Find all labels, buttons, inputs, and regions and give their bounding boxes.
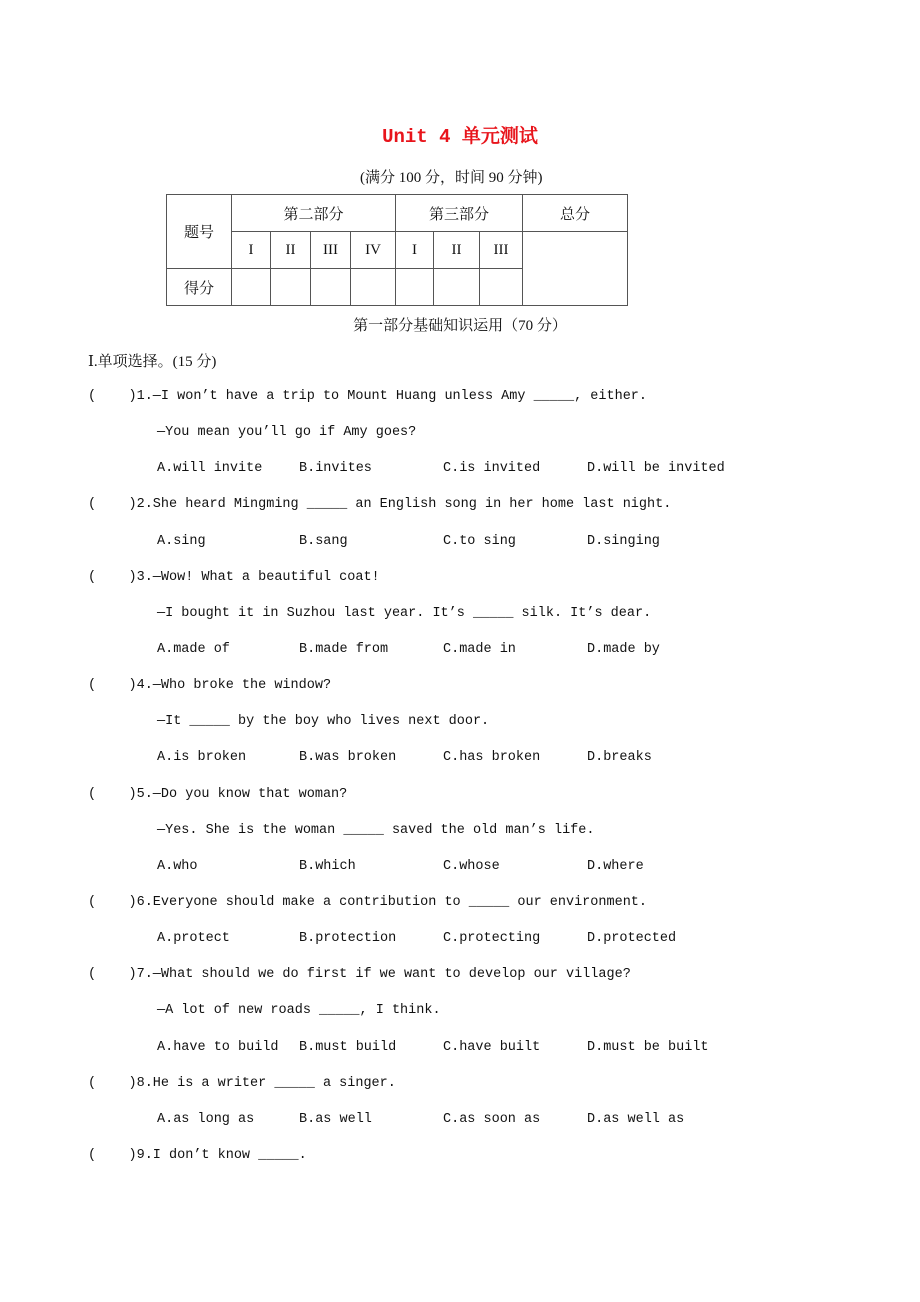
option[interactable]: A.is broken bbox=[157, 750, 247, 766]
option[interactable]: D.breaks bbox=[587, 750, 652, 766]
col-header: III bbox=[480, 232, 523, 269]
answer-blank[interactable]: ( ) bbox=[88, 967, 137, 983]
question-stem: 3.—Wow! What a beautiful coat! bbox=[136, 569, 380, 585]
option[interactable]: C.protecting bbox=[443, 931, 541, 947]
options-row bbox=[88, 747, 868, 783]
question-stem: 5.—Do you know that woman? bbox=[136, 786, 348, 802]
options-row bbox=[88, 1037, 868, 1073]
col-header: III bbox=[311, 232, 351, 269]
option[interactable]: A.will invite bbox=[157, 461, 263, 477]
options-row bbox=[88, 531, 868, 567]
dialogue-line: —You mean you’ll go if Amy goes? bbox=[157, 425, 417, 441]
answer-blank[interactable]: ( ) bbox=[88, 1075, 137, 1091]
score-label: 得分 bbox=[167, 269, 232, 306]
question-stem: 2.She heard Mingming _____ an English song in her home last night. bbox=[136, 497, 672, 513]
option[interactable]: A.as long as bbox=[157, 1111, 255, 1127]
option[interactable]: C.has broken bbox=[443, 750, 541, 766]
question-stem: 8.He is a writer _____ a singer. bbox=[136, 1075, 396, 1091]
question-line bbox=[88, 603, 868, 639]
question-stem: 6.Everyone should make a contribution to _____ our environment. bbox=[136, 894, 647, 910]
score-table bbox=[166, 194, 628, 306]
dialogue-line: —Yes. She is the woman _____ saved the old man’s life. bbox=[157, 822, 595, 838]
answer-blank[interactable]: ( ) bbox=[88, 389, 137, 404]
question-item bbox=[88, 567, 868, 603]
option[interactable]: A.have to build bbox=[157, 1039, 279, 1055]
col-header: II bbox=[271, 232, 311, 269]
part3-header: 第三部分 bbox=[396, 195, 523, 232]
question-list bbox=[88, 386, 868, 1181]
option[interactable]: D.will be invited bbox=[587, 461, 725, 477]
question-line bbox=[88, 422, 868, 458]
option[interactable]: C.is invited bbox=[443, 461, 541, 477]
question-item bbox=[88, 1073, 868, 1109]
option[interactable]: D.singing bbox=[587, 533, 660, 549]
option[interactable]: D.made by bbox=[587, 641, 660, 657]
option[interactable]: D.protected bbox=[587, 931, 677, 947]
question-stem: 9.I don’t know _____. bbox=[136, 1147, 307, 1163]
question-line bbox=[88, 820, 868, 856]
question-item bbox=[88, 784, 868, 820]
score-cell[interactable] bbox=[434, 269, 480, 306]
option[interactable]: A.sing bbox=[157, 533, 206, 549]
options-row bbox=[88, 639, 868, 675]
answer-blank[interactable]: ( ) bbox=[88, 786, 137, 802]
part2-header: 第二部分 bbox=[232, 195, 396, 232]
answer-blank[interactable]: ( ) bbox=[88, 1147, 137, 1163]
option[interactable]: D.must be built bbox=[587, 1039, 709, 1055]
option[interactable]: A.who bbox=[157, 858, 198, 874]
row-header: 题号 bbox=[167, 195, 232, 269]
section-heading: Ⅰ.单项选择。(15 分) bbox=[88, 354, 217, 370]
option[interactable]: A.made of bbox=[157, 641, 230, 657]
option[interactable]: B.made from bbox=[299, 641, 389, 657]
col-header: IV bbox=[351, 232, 396, 269]
option[interactable]: C.made in bbox=[443, 641, 516, 657]
options-row bbox=[88, 928, 868, 964]
answer-blank[interactable]: ( ) bbox=[88, 569, 137, 585]
options-row bbox=[88, 458, 868, 494]
score-cell[interactable] bbox=[232, 269, 271, 306]
option[interactable]: B.which bbox=[299, 858, 356, 874]
question-stem: 7.—What should we do first if we want to develop our village? bbox=[136, 967, 631, 983]
col-header: I bbox=[232, 232, 271, 269]
score-cell[interactable] bbox=[351, 269, 396, 306]
option[interactable]: D.where bbox=[587, 858, 644, 874]
option[interactable]: C.have built bbox=[443, 1039, 541, 1055]
question-line bbox=[88, 711, 868, 747]
answer-blank[interactable]: ( ) bbox=[88, 678, 137, 694]
option[interactable]: B.protection bbox=[299, 931, 397, 947]
option[interactable]: C.to sing bbox=[443, 533, 516, 549]
option[interactable]: C.as soon as bbox=[443, 1111, 541, 1127]
part1-heading: 第一部分基础知识运用（70 分） bbox=[353, 318, 567, 334]
exam-info: (满分 100 分，时间 90 分钟) bbox=[360, 170, 543, 186]
question-item bbox=[88, 964, 868, 1000]
question-stem: 1.—I won’t have a trip to Mount Huang unless Amy _____, either. bbox=[136, 389, 647, 404]
option[interactable]: C.whose bbox=[443, 858, 500, 874]
score-cell[interactable] bbox=[396, 269, 434, 306]
question-item bbox=[88, 1145, 868, 1181]
option[interactable]: B.as well bbox=[299, 1111, 372, 1127]
question-item bbox=[88, 386, 868, 422]
question-item bbox=[88, 494, 868, 530]
option[interactable]: A.protect bbox=[157, 931, 230, 947]
dialogue-line: —It _____ by the boy who lives next door. bbox=[157, 714, 490, 730]
answer-blank[interactable]: ( ) bbox=[88, 497, 137, 513]
score-cell[interactable] bbox=[271, 269, 311, 306]
question-item bbox=[88, 892, 868, 928]
option[interactable]: B.must build bbox=[299, 1039, 397, 1055]
options-row bbox=[88, 1109, 868, 1145]
dialogue-line: —I bought it in Suzhou last year. It’s _____ silk. It’s dear. bbox=[157, 605, 652, 621]
options-row bbox=[88, 856, 868, 892]
question-line bbox=[88, 1000, 868, 1036]
col-header: I bbox=[396, 232, 434, 269]
col-header: II bbox=[434, 232, 480, 269]
question-stem: 4.—Who broke the window? bbox=[136, 678, 332, 694]
question-item bbox=[88, 675, 868, 711]
option[interactable]: B.sang bbox=[299, 533, 348, 549]
option[interactable]: B.invites bbox=[299, 461, 372, 477]
total-score-cell[interactable] bbox=[523, 232, 628, 306]
score-cell[interactable] bbox=[480, 269, 523, 306]
option[interactable]: B.was broken bbox=[299, 750, 397, 766]
score-cell[interactable] bbox=[311, 269, 351, 306]
dialogue-line: —A lot of new roads _____, I think. bbox=[157, 1003, 441, 1019]
page-title: Unit 4 单元测试 bbox=[382, 126, 538, 148]
answer-blank[interactable]: ( ) bbox=[88, 894, 137, 910]
option[interactable]: D.as well as bbox=[587, 1111, 685, 1127]
total-header: 总分 bbox=[523, 195, 628, 232]
